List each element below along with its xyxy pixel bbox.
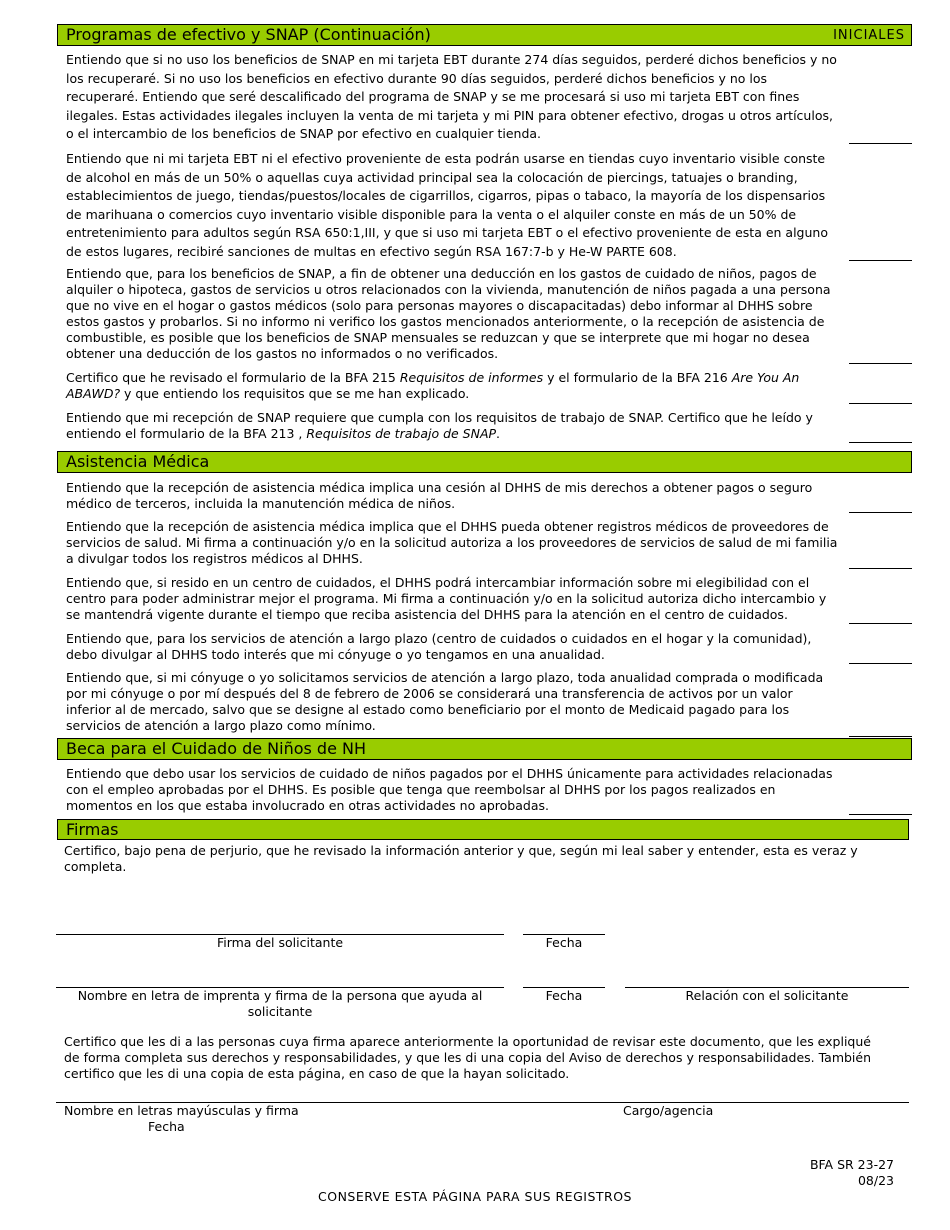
initials-field-snap-3[interactable]	[849, 363, 912, 364]
form-code: BFA SR 23-27	[809, 1157, 894, 1172]
initials-column-label: INICIALES	[833, 28, 905, 43]
applicant-signature-label: Firma del solicitante	[216, 935, 344, 950]
section-header-signatures	[57, 819, 909, 840]
medical-paragraph-4: Entiendo que, para los servicios de atención a largo plazo (centro de cuidados o cuidados en el hogar y la comunidad), debo divulgar al DHHS todo interés que mi cónyuge o yo tengamos en una anualidad.	[66, 631, 812, 662]
worker-certify-statement: Certifico que les di a las personas cuya firma aparece anteriormente la oportunidad de revisar este documento, que les expliqué de forma completa sus derechos y responsabilidades, y que les di una copia del Aviso de derechos y responsabilidades. También certifico que les di una copia de esta página, en caso de que la hayan solicitado.	[64, 1034, 872, 1081]
form-title-work-requirements: Requisitos de trabajo de SNAP	[306, 426, 497, 441]
form-revision-date: 08/23	[857, 1173, 894, 1188]
snap-paragraph-3: Entiendo que, para los beneficios de SNAP, a fin de obtener una deducción en los gastos de cuidado de niños, pagos de alquiler o hipoteca, gastos de servicios u otros relacionados con la vivienda, manutención de niños pagada a una persona que no vive en el hogar o gastos médicos (solo para personas mayores o discapacitadas) debo informar al DHHS sobre estos gastos y probarlos. Si no informo ni verifico los gastos mencionados anteriormente, o la recepción de asistencia de combustible, es posible que los beneficios de SNAP mensuales se reduzcan y que se interprete que mi hogar no desea obtener una deducción de los gastos no informados o no verificados.	[66, 266, 831, 361]
initials-field-medical-5[interactable]	[849, 736, 912, 737]
worker-name-label: Nombre en letras mayúsculas y firma	[64, 1103, 299, 1118]
keep-page-notice: CONSERVE ESTA PÁGINA PARA SUS REGISTROS	[318, 1189, 632, 1204]
medical-paragraph-5: Entiendo que, si mi cónyuge o yo solicitamos servicios de atención a largo plazo, toda anualidad comprada o modificada por mi cónyuge o por mí después del 8 de febrero de 2006 se considerará una transferencia de activos por un valor inferior al de mercado, salvo que se designe al estado como beneficiario por el monto de Medicaid pagado para los servicios de atención a largo plazo como mínimo.	[66, 670, 824, 733]
childcare-paragraph-1: Entiendo que debo usar los servicios de cuidado de niños pagados por el DHHS únicamente para actividades relacionadas con el empleo aprobadas por el DHHS. Es posible que tenga que reembolsar al DHHS por los pagos realizados en momentos en los que estaba involucrado en otras actividades no aprobadas.	[66, 766, 833, 813]
form-title-reporting: Requisitos de informes	[399, 370, 544, 385]
medical-paragraph-3: Entiendo que, si resido en un centro de cuidados, el DHHS podrá intercambiar información sobre mi elegibilidad con el centro para poder administrar mejor el programa. Mi firma a continuación y/o en la solicitud autoriza dicho intercambio y se mantendrá vigente durante el tiempo que reciba asistencia del DHHS para la atención en el centro de cuidados.	[66, 575, 827, 622]
snap-paragraph-1: Entiendo que si no uso los beneficios de SNAP en mi tarjeta EBT durante 274 días seguidos, perderé dichos beneficios y no los recuperaré. Si no uso los beneficios en efectivo durante 90 días seguidos, perderé dichos beneficios y no los recuperaré. Entiendo que seré descalificado del programa de SNAP y se me procesará si uso mi tarjeta EBT con fines ilegales. Estas actividades ilegales incluyen la venta de mi tarjeta y mi PIN para obtener efectivo, drogas u otros artículos, o el intercambio de los beneficios de SNAP por efectivo en cualquier tienda.	[66, 52, 837, 141]
initials-field-medical-2[interactable]	[849, 568, 912, 569]
helper-signature-label: Nombre en letra de imprenta y firma de la persona que ayuda al solicitante	[77, 988, 483, 1019]
snap-paragraph-5: Entiendo que mi recepción de SNAP requiere que cumpla con los requisitos de trabajo de SNAP. Certifico que he leído y entiendo el formulario de la BFA 213 , Requisitos de trabajo de SNAP.	[66, 410, 813, 441]
section-title-childcare: Beca para el Cuidado de Niños de NH	[66, 739, 366, 758]
section-title-signatures: Firmas	[66, 820, 119, 839]
initials-field-medical-4[interactable]	[849, 663, 912, 664]
worker-position-label: Cargo/agencia	[623, 1103, 714, 1118]
section-header-snap	[57, 24, 912, 46]
initials-field-snap-5[interactable]	[849, 442, 912, 443]
initials-field-snap-4[interactable]	[849, 403, 912, 404]
form-title-abawd: Are You An ABAWD?	[66, 370, 800, 401]
relationship-label: Relación con el solicitante	[685, 988, 849, 1003]
section-header-medical	[57, 451, 912, 473]
section-title-medical: Asistencia Médica	[66, 452, 210, 471]
section-title-snap: Programas de efectivo y SNAP (Continuación)	[66, 25, 431, 44]
initials-field-snap-1[interactable]	[849, 143, 912, 144]
initials-field-childcare-1[interactable]	[849, 814, 912, 815]
medical-paragraph-2: Entiendo que la recepción de asistencia médica implica que el DHHS pueda obtener registros médicos de proveedores de servicios de salud. Mi firma a continuación y/o en la solicitud autoriza a los proveedores de servicios de salud de mi familia a divulgar todos los registros médicos al DHHS.	[66, 519, 838, 566]
snap-paragraph-4: Certifico que he revisado el formulario de la BFA 215 Requisitos de informes y el formulario de la BFA 216 Are You An ABAWD? y que entiendo los requisitos que se me han explicado.	[66, 370, 800, 401]
helper-date-label: Fecha	[545, 988, 583, 1003]
medical-paragraph-1: Entiendo que la recepción de asistencia médica implica una cesión al DHHS de mis derechos a obtener pagos o seguro médico de terceros, incluida la manutención médica de niños.	[66, 480, 813, 511]
snap-paragraph-2: Entiendo que ni mi tarjeta EBT ni el efectivo proveniente de esta podrán usarse en tiendas cuyo inventario visible conste de alcohol en más de un 50% o aquellas cuya actividad principal sea la colocación de piercings, tatuajes o branding, establecimientos de juego, tiendas/puestos/locales de cigarrillos, cigarros, pipas o tabaco, la mayoría de los dispensarios de marihuana o comercios cuyo inventario visible disponible para la venta o el alquiler conste en más de un 50% de entretenimiento para adultos según RSA 650:1,III, y que si uso mi tarjeta EBT o el efectivo proveniente de esta en alguno de estos lugares, recibiré sanciones de multas en efectivo según RSA 167:7-b y He-W PARTE 608.	[66, 151, 828, 259]
worker-date-label: Fecha	[148, 1119, 185, 1134]
applicant-date-label: Fecha	[545, 935, 583, 950]
section-header-childcare	[57, 738, 912, 760]
initials-field-medical-1[interactable]	[849, 512, 912, 513]
certify-statement: Certifico, bajo pena de perjurio, que he revisado la información anterior y que, según mi leal saber y entender, esta es veraz y completa.	[64, 843, 858, 874]
initials-field-medical-3[interactable]	[849, 623, 912, 624]
initials-field-snap-2[interactable]	[849, 260, 912, 261]
